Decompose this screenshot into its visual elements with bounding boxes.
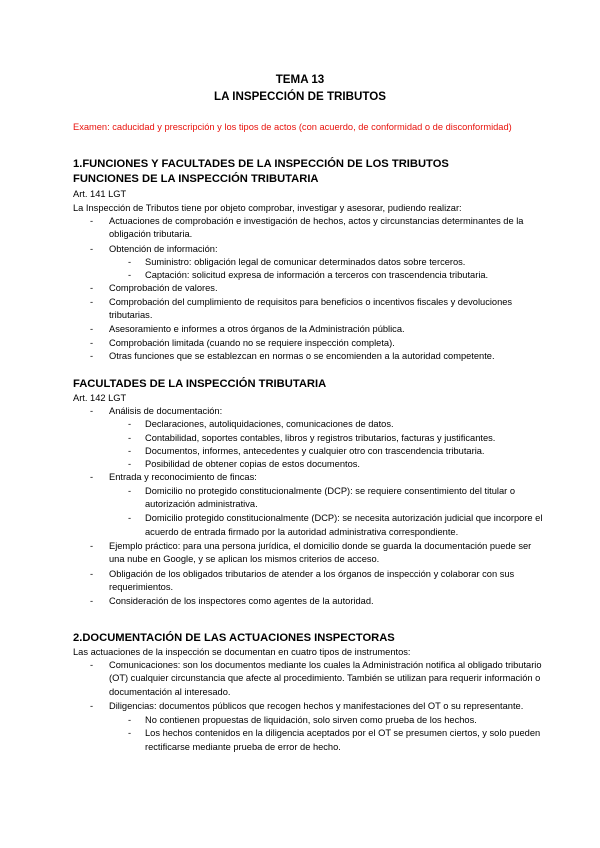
list-item: - Ejemplo práctico: para una persona jurídica, el domicilio donde se guarda la documentación puede ser una nube en Google, y se aplican los mismos criterios de acceso. <box>73 540 543 567</box>
section-1-subheading: FUNCIONES DE LA INSPECCIÓN TRIBUTARIA <box>73 173 319 185</box>
list-item: - Comprobación del cumplimiento de requisitos para beneficios o incentivos fiscales y devoluciones tributarias. <box>73 296 543 323</box>
list-item: - Contabilidad, soportes contables, libros y registros tributarios, facturas y justificantes. <box>73 432 543 445</box>
intro-text: La Inspección de Tributos tiene por objeto comprobar, investigar y asesorar, pudiendo realizar: <box>73 203 462 213</box>
list-item: - Los hechos contenidos en la diligencia aceptados por el OT se presumen ciertos, y solo pueden rectificarse mediante prueba de error de hecho. <box>73 727 543 754</box>
functions-list <box>73 215 543 363</box>
list-item: - Comprobación de valores. <box>73 282 543 295</box>
documentation-list <box>73 659 543 754</box>
document-title: LA INSPECCIÓN DE TRIBUTOS <box>214 90 386 103</box>
list-item: - Captación: solicitud expresa de información a terceros con trascendencia tributaria. <box>73 269 543 282</box>
topic-number: TEMA 13 <box>275 73 325 86</box>
list-item: - Análisis de documentación: <box>73 405 543 418</box>
list-item: - Consideración de los inspectores como agentes de la autoridad. <box>73 595 543 608</box>
list-item: - Domicilio no protegido constitucionalmente (DCP): se requiere consentimiento del titular o autorización administrativa. <box>73 485 543 512</box>
article-reference: Art. 141 LGT <box>73 189 127 199</box>
list-item: - Posibilidad de obtener copias de estos documentos. <box>73 458 543 471</box>
exam-note: Examen: caducidad y prescripción y los tipos de actos (con acuerdo, de conformidad o de disconformidad) <box>73 122 512 132</box>
list-item: - Domicilio protegido constitucionalmente (DCP): se necesita autorización judicial que incorpore el acuerdo de entrada firmado por la autoridad administrativa correspondiente. <box>73 512 543 539</box>
list-item: - Suministro: obligación legal de comunicar determinados datos sobre terceros. <box>73 256 543 269</box>
list-item: - Otras funciones que se establezcan en normas o se encomienden a la autoridad competente. <box>73 350 543 363</box>
list-item: - Comprobación limitada (cuando no se requiere inspección completa). <box>73 337 543 350</box>
powers-list <box>73 405 543 608</box>
list-item: - Obligación de los obligados tributarios de atender a los órganos de inspección y colaborar con sus requerimientos. <box>73 568 543 595</box>
section-3-heading: 2.DOCUMENTACIÓN DE LAS ACTUACIONES INSPECTORAS <box>73 632 395 644</box>
list-item: - Actuaciones de comprobación e investigación de hechos, actos y circunstancias determinantes de la obligación tributaria. <box>73 215 543 242</box>
list-item: - Comunicaciones: son los documentos mediante los cuales la Administración notifica al obligado tributario (OT) cualquier circunstancia que afecte al procedimiento. También se utilizan para requerir información o documentación al interesado. <box>73 659 543 699</box>
list-item: - No contienen propuestas de liquidación, solo sirven como prueba de los hechos. <box>73 714 543 727</box>
list-item: - Diligencias: documentos públicos que recogen hechos y manifestaciones del OT o su representante. <box>73 700 543 713</box>
list-item: - Entrada y reconocimiento de fincas: <box>73 471 543 484</box>
list-item: - Documentos, informes, antecedentes y cualquier otro con trascendencia tributaria. <box>73 445 543 458</box>
list-item: - Declaraciones, autoliquidaciones, comunicaciones de datos. <box>73 418 543 431</box>
section-2-heading: FACULTADES DE LA INSPECCIÓN TRIBUTARIA <box>73 378 327 390</box>
intro-text: Las actuaciones de la inspección se documentan en cuatro tipos de instrumentos: <box>73 647 411 657</box>
list-item: - Asesoramiento e informes a otros órganos de la Administración pública. <box>73 323 543 336</box>
article-reference: Art. 142 LGT <box>73 393 127 403</box>
list-item: - Obtención de información: <box>73 243 543 256</box>
section-1-heading: 1.FUNCIONES Y FACULTADES DE LA INSPECCIÓN DE LOS TRIBUTOS <box>73 158 449 170</box>
